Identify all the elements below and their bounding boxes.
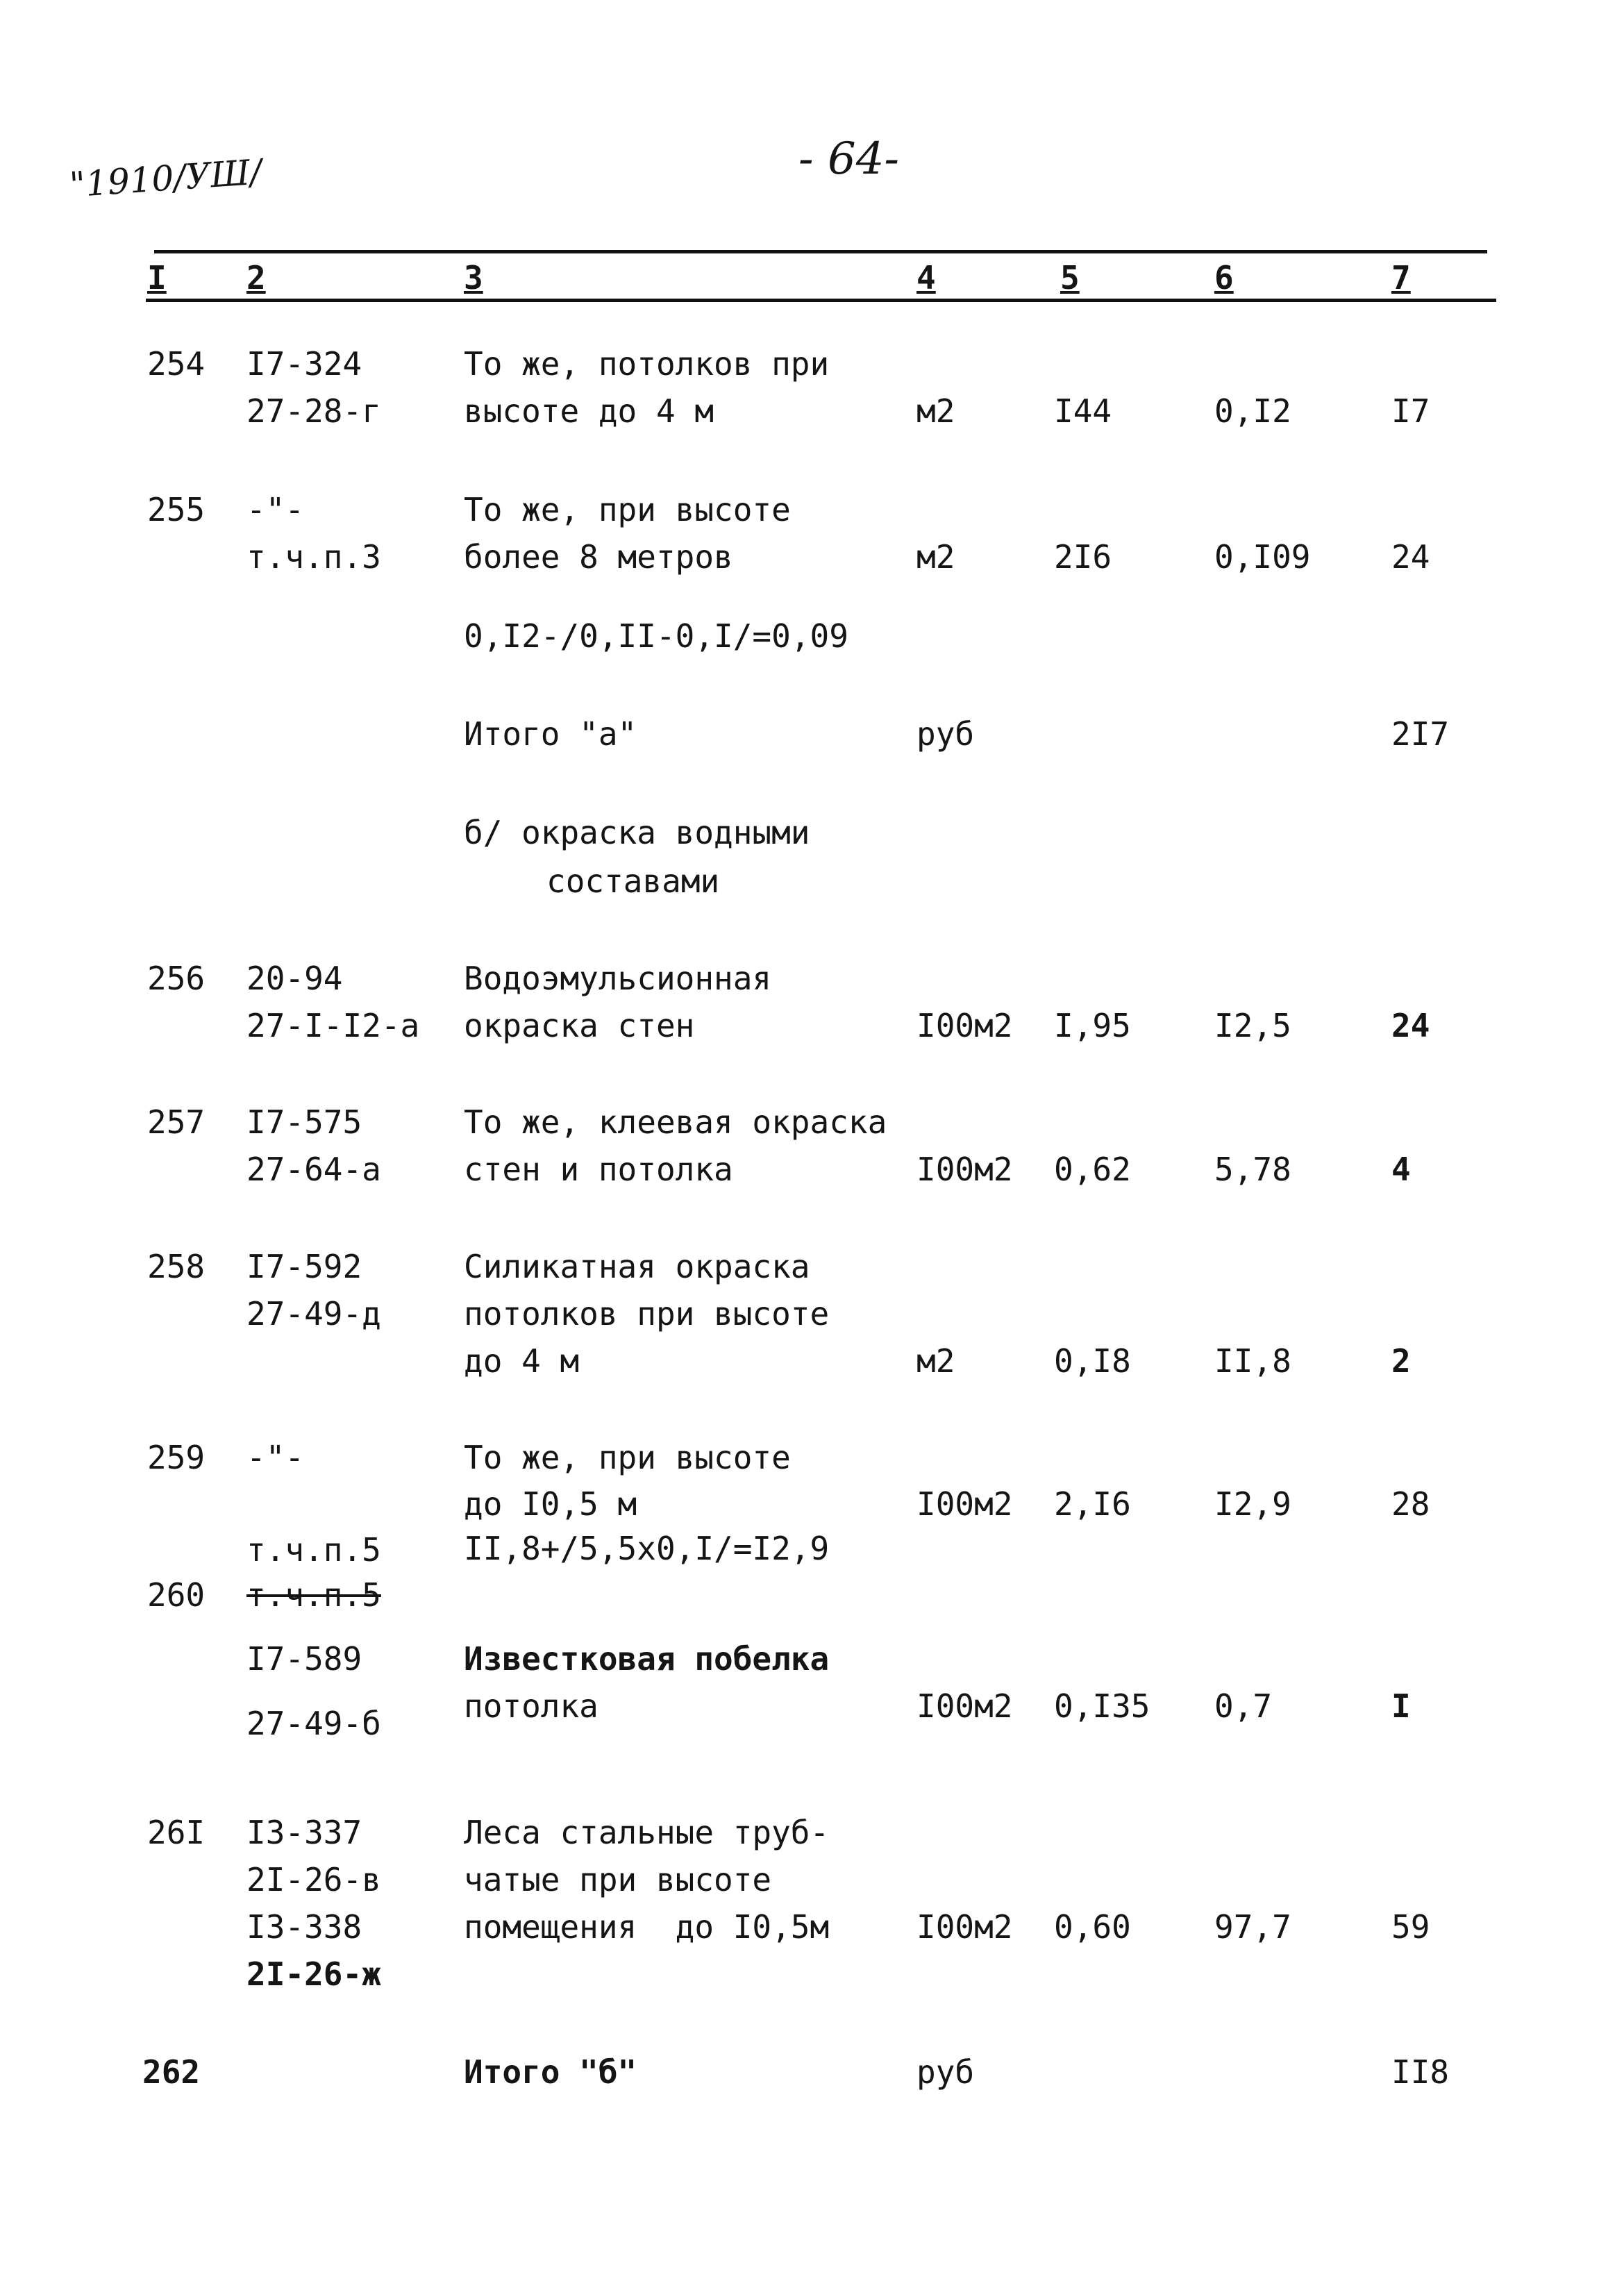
work-description: То же, при высоте <box>464 491 791 528</box>
unit-price: 97,7 <box>1214 1908 1291 1946</box>
work-description: высоте до 4 м <box>464 392 714 430</box>
work-description: Силикатная окраска <box>464 1248 810 1285</box>
quantity: 0,I35 <box>1054 1687 1150 1725</box>
column-header-5: 5 <box>1060 259 1080 297</box>
subtotal-label: Итого "б" <box>464 2053 637 2091</box>
quantity: 0,60 <box>1054 1908 1131 1946</box>
norm-code: 27-64-а <box>246 1151 381 1188</box>
section-title: б/ окраска водными <box>464 814 810 851</box>
unit: м2 <box>916 538 955 576</box>
work-description: чатые при высоте <box>464 1861 772 1898</box>
document-code: "1910/УШ/ <box>68 151 263 206</box>
norm-code: -"- <box>246 1439 305 1476</box>
work-description: Леса стальные труб- <box>464 1814 830 1851</box>
row-number: 258 <box>147 1248 206 1285</box>
norm-code: 2I-26-ж <box>246 1955 381 1993</box>
norm-code: I7-589 <box>246 1640 362 1678</box>
work-description: окраска стен <box>464 1007 695 1044</box>
column-header-7: 7 <box>1391 259 1411 297</box>
row-number: 26I <box>147 1814 206 1851</box>
row-number: 257 <box>147 1103 206 1141</box>
quantity: I44 <box>1054 392 1112 430</box>
unit-price: 5,78 <box>1214 1151 1291 1188</box>
work-description: до 4 м <box>464 1342 580 1380</box>
row-number: 256 <box>147 960 206 997</box>
subtotal-value: II8 <box>1391 2053 1450 2091</box>
work-description: потолка <box>464 1687 598 1725</box>
total: 24 <box>1391 1007 1430 1044</box>
norm-code: 20-94 <box>246 960 343 997</box>
total: I7 <box>1391 392 1430 430</box>
section-title: составами <box>546 862 720 900</box>
unit-price: 0,7 <box>1214 1687 1273 1725</box>
unit: руб <box>916 715 975 753</box>
quantity: 0,I8 <box>1054 1342 1131 1380</box>
unit: I00м2 <box>916 1151 1013 1188</box>
column-header-1: I <box>147 259 167 297</box>
total: 4 <box>1391 1151 1411 1188</box>
total: 59 <box>1391 1908 1430 1946</box>
column-header-4: 4 <box>916 259 936 297</box>
work-description: стен и потолка <box>464 1151 733 1188</box>
top-rule <box>154 250 1487 253</box>
unit: м2 <box>916 1342 955 1380</box>
unit: м2 <box>916 392 955 430</box>
norm-code: I7-592 <box>246 1248 362 1285</box>
subtotal-label: Итого "а" <box>464 715 637 753</box>
row-number: 260 <box>147 1576 206 1614</box>
total: 24 <box>1391 538 1430 576</box>
work-description: То же, потолков при <box>464 345 830 383</box>
total: 28 <box>1391 1485 1430 1523</box>
unit: I00м2 <box>916 1007 1013 1044</box>
unit-price: II,8 <box>1214 1342 1291 1380</box>
unit-price: 0,I2 <box>1214 392 1291 430</box>
unit: руб <box>916 2053 975 2091</box>
calculation-note: II,8+/5,5х0,I/=I2,9 <box>464 1530 830 1567</box>
calculation-note: 0,I2-/0,II-0,I/=0,09 <box>464 617 848 655</box>
norm-code: I7-324 <box>246 345 362 383</box>
norm-code: I7-575 <box>246 1103 362 1141</box>
page-number: - 64- <box>798 133 900 185</box>
work-description: То же, клеевая окраска <box>464 1103 887 1141</box>
norm-code: I3-338 <box>246 1908 362 1946</box>
work-description: до I0,5 м <box>464 1485 637 1523</box>
row-number: 255 <box>147 491 206 528</box>
column-header-6: 6 <box>1214 259 1234 297</box>
header-rule <box>146 299 1496 302</box>
subtotal-value: 2I7 <box>1391 715 1450 753</box>
column-header-3: 3 <box>464 259 483 297</box>
work-description: Известковая побелка <box>464 1640 830 1678</box>
row-number: 254 <box>147 345 206 383</box>
work-description: помещения до I0,5м <box>464 1908 830 1946</box>
unit-price: I2,9 <box>1214 1485 1291 1523</box>
unit-price: 0,I09 <box>1214 538 1311 576</box>
norm-code: 2I-26-в <box>246 1861 381 1898</box>
total: 2 <box>1391 1342 1411 1380</box>
norm-code: 27-I-I2-а <box>246 1007 420 1044</box>
unit: I00м2 <box>916 1687 1013 1725</box>
quantity: 2I6 <box>1054 538 1112 576</box>
column-header-2: 2 <box>246 259 266 297</box>
quantity: I,95 <box>1054 1007 1131 1044</box>
norm-code: т.ч.п.5 <box>246 1531 381 1569</box>
quantity: 0,62 <box>1054 1151 1131 1188</box>
work-description: потолков при высоте <box>464 1295 830 1333</box>
norm-code: 27-49-б <box>246 1705 381 1742</box>
unit-price: I2,5 <box>1214 1007 1291 1044</box>
norm-code: -"- <box>246 491 305 528</box>
struck-norm-code: т.ч.п.5 <box>246 1576 381 1614</box>
work-description: То же, при высоте <box>464 1439 791 1476</box>
norm-code: I3-337 <box>246 1814 362 1851</box>
work-description: Водоэмульсионная <box>464 960 772 997</box>
norm-code: т.ч.п.3 <box>246 538 381 576</box>
total: I <box>1391 1687 1411 1725</box>
unit: I00м2 <box>916 1908 1013 1946</box>
norm-code: 27-28-г <box>246 392 381 430</box>
row-number: 259 <box>147 1439 206 1476</box>
work-description: более 8 метров <box>464 538 733 576</box>
unit: I00м2 <box>916 1485 1013 1523</box>
row-number: 262 <box>142 2053 201 2091</box>
norm-code: 27-49-д <box>246 1295 381 1333</box>
quantity: 2,I6 <box>1054 1485 1131 1523</box>
